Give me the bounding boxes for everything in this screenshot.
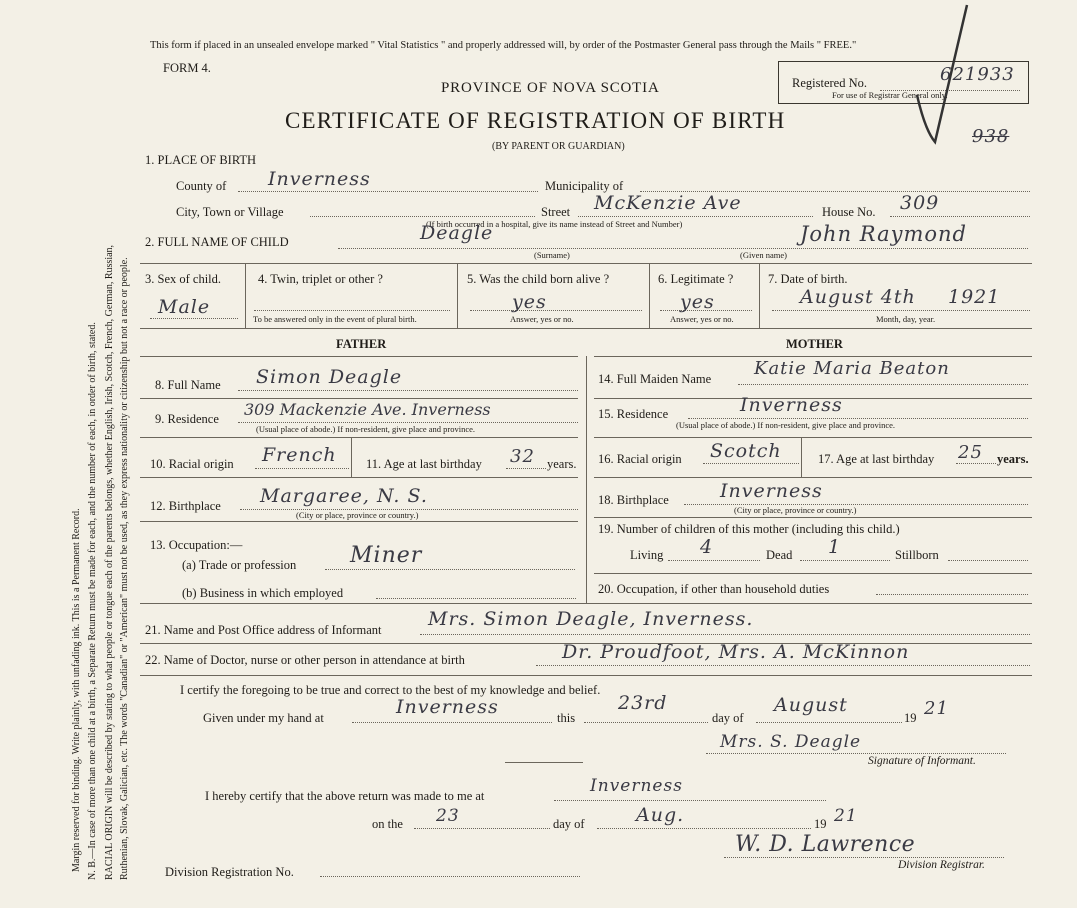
- mother-heading: MOTHER: [786, 337, 843, 351]
- born-alive-label: 5. Was the child born alive ?: [467, 272, 610, 286]
- registrar-on-the-label: on the: [372, 817, 403, 831]
- father-residence-note: (Usual place of abode.) If non-resident, give place and province.: [256, 424, 476, 434]
- father-trade-label: (a) Trade or profession: [182, 558, 297, 572]
- child-given-name-value: John Raymond: [800, 222, 967, 246]
- father-trade-value: Miner: [350, 543, 423, 568]
- birth-date-note: Month, day, year.: [876, 314, 936, 324]
- registrar-day-of-label: day of: [553, 817, 585, 831]
- child-surname-value: Deagle: [420, 222, 494, 244]
- doctor-value: Dr. Proudfoot, Mrs. A. McKinnon: [562, 641, 910, 663]
- registrar-certify-label: I hereby certify that the above return was made to me at: [205, 789, 485, 803]
- registrar-month-value: Aug.: [636, 804, 685, 826]
- birth-date-label: 7. Date of birth.: [768, 272, 848, 286]
- mother-age-label: 17. Age at last birthday: [818, 452, 935, 466]
- margin-note-racial-origin-2: Ruthenian, Slovak, Galician, etc. The words "Canadian" or "American" must not be used, as they express nationality or citizenship but not a race or people.: [119, 257, 130, 880]
- given-year-prefix: 19: [904, 711, 917, 725]
- father-business-label: (b) Business in which employed: [182, 586, 344, 600]
- place-of-birth-heading: 1. PLACE OF BIRTH: [145, 153, 257, 167]
- registrar-signature: W. D. Lawrence: [735, 832, 916, 857]
- dead-value: 1: [828, 536, 842, 558]
- father-birthplace-value: Margaree, N. S.: [260, 485, 428, 507]
- informant-label: 21. Name and Post Office address of Informant: [145, 623, 382, 637]
- mother-residence-label: 15. Residence: [598, 407, 669, 421]
- given-day-of-label: day of: [712, 711, 744, 725]
- certificate-title: CERTIFICATE OF REGISTRATION OF BIRTH: [285, 108, 786, 133]
- twin-note: To be answered only in the event of plural birth.: [253, 314, 417, 324]
- father-age-years: years.: [547, 457, 577, 471]
- informant-value: Mrs. Simon Deagle, Inverness.: [428, 608, 754, 630]
- living-value: 4: [700, 536, 714, 558]
- child-name-label: 2. FULL NAME OF CHILD: [145, 235, 289, 249]
- sex-label: 3. Sex of child.: [145, 272, 222, 286]
- form-number: FORM 4.: [163, 61, 211, 75]
- registered-number-label: Registered No.: [792, 76, 867, 90]
- margin-note-binding: Margin reserved for binding. Write plainly, with unfading ink. This is a Permanent Record.: [71, 508, 82, 872]
- informant-signature: Mrs. S. Deagle: [720, 732, 862, 752]
- twin-label: 4. Twin, triplet or other ?: [258, 272, 383, 286]
- mail-notice: This form if placed in an unsealed envelope marked " Vital Statistics " and properly addressed will, by order of the Postmaster General pass through the Mails " FREE.": [150, 40, 857, 51]
- surname-note: (Surname): [534, 250, 570, 260]
- municipality-label: Municipality of: [545, 179, 624, 193]
- legitimate-label: 6. Legitimate ?: [658, 272, 734, 286]
- street-value: McKenzie Ave: [594, 192, 742, 214]
- given-place-value: Inverness: [396, 696, 499, 718]
- registered-number-value: 621933: [940, 64, 1015, 85]
- mother-name-label: 14. Full Maiden Name: [598, 372, 712, 386]
- division-registration-label: Division Registration No.: [165, 865, 294, 879]
- county-label: County of: [176, 179, 227, 193]
- informant-signature-label: Signature of Informant.: [868, 755, 976, 767]
- mother-residence-value: Inverness: [740, 394, 843, 416]
- father-name-label: 8. Full Name: [155, 378, 221, 392]
- check-mark-icon: [905, 0, 975, 150]
- legitimate-value: yes: [680, 291, 715, 313]
- born-alive-value: yes: [512, 291, 547, 313]
- father-age-label: 11. Age at last birthday: [366, 457, 482, 471]
- division-registrar-label: Division Registrar.: [898, 859, 985, 871]
- father-residence-label: 9. Residence: [155, 412, 219, 426]
- father-heading: FATHER: [336, 337, 387, 351]
- margin-note-racial-origin-1: RACIAL ORIGIN will be described by stating to what people or tongue each of the parents belongs, whether English, Irish, Scotch, French, German, Russian,: [104, 244, 115, 880]
- legitimate-note: Answer, yes or no.: [670, 314, 734, 324]
- father-birthplace-label: 12. Birthplace: [150, 499, 221, 513]
- birth-year-value: 1921: [948, 286, 1001, 308]
- stillborn-label: Stillborn: [895, 548, 939, 562]
- registrar-year-prefix: 19: [814, 817, 827, 831]
- street-label: Street: [541, 205, 571, 219]
- doctor-label: 22. Name of Doctor, nurse or other person in attendance at birth: [145, 653, 465, 667]
- registrar-place-value: Inverness: [590, 776, 683, 796]
- corner-number: 938: [972, 126, 1010, 147]
- mother-racial-origin-value: Scotch: [710, 440, 782, 462]
- sex-value: Male: [158, 296, 211, 318]
- certify-statement: I certify the foregoing to be true and correct to the best of my knowledge and belief.: [180, 683, 601, 697]
- living-label: Living: [630, 548, 664, 562]
- mother-age-years: years.: [997, 452, 1029, 466]
- birth-date-value: August 4th: [800, 286, 916, 308]
- father-racial-origin-value: French: [262, 444, 337, 466]
- mother-age-value: 25: [958, 442, 983, 463]
- father-occupation-label: 13. Occupation:—: [150, 538, 243, 552]
- mother-birthplace-note: (City or place, province or country.): [734, 505, 857, 515]
- hospital-note: (If birth occurred in a hospital, give its name instead of Street and Number): [426, 219, 683, 229]
- given-name-note: (Given name): [740, 250, 787, 260]
- house-number-label: House No.: [822, 205, 876, 219]
- registrar-general-note: For use of Registrar General only.: [832, 90, 948, 100]
- given-under-label: Given under my hand at: [203, 711, 324, 725]
- mother-residence-note: (Usual place of abode.) If non-resident, give place and province.: [676, 420, 896, 430]
- certificate-subtitle: (BY PARENT OR GUARDIAN): [492, 141, 625, 152]
- mother-birthplace-label: 18. Birthplace: [598, 493, 669, 507]
- mother-children-label: 19. Number of children of this mother (including this child.): [598, 522, 900, 536]
- born-alive-note: Answer, yes or no.: [510, 314, 574, 324]
- house-number-value: 309: [900, 192, 940, 214]
- dead-label: Dead: [766, 548, 793, 562]
- city-label: City, Town or Village: [176, 205, 284, 219]
- this-label: this: [557, 711, 576, 725]
- given-month-value: August: [774, 694, 848, 716]
- registrar-day-value: 23: [436, 806, 460, 826]
- father-name-value: Simon Deagle: [256, 366, 403, 388]
- father-residence-value: 309 Mackenzie Ave. Inverness: [244, 400, 491, 419]
- mother-occupation-label: 20. Occupation, if other than household duties: [598, 582, 830, 596]
- county-value: Inverness: [268, 168, 371, 190]
- registrar-year-value: 21: [834, 806, 858, 826]
- given-day-value: 23rd: [618, 692, 668, 714]
- father-racial-origin-label: 10. Racial origin: [150, 457, 234, 471]
- father-age-value: 32: [510, 446, 535, 467]
- mother-racial-origin-label: 16. Racial origin: [598, 452, 682, 466]
- margin-note-plural-birth: N. B.—In case of more than one child at a birth, a Separate Return must be made for each, and the number of each, in order of birth, stated.: [87, 322, 98, 880]
- mother-name-value: Katie Maria Beaton: [754, 358, 950, 379]
- father-birthplace-note: (City or place, province or country.): [296, 510, 419, 520]
- province-heading: PROVINCE OF NOVA SCOTIA: [441, 80, 660, 96]
- given-year-value: 21: [924, 698, 949, 719]
- mother-birthplace-value: Inverness: [720, 480, 823, 502]
